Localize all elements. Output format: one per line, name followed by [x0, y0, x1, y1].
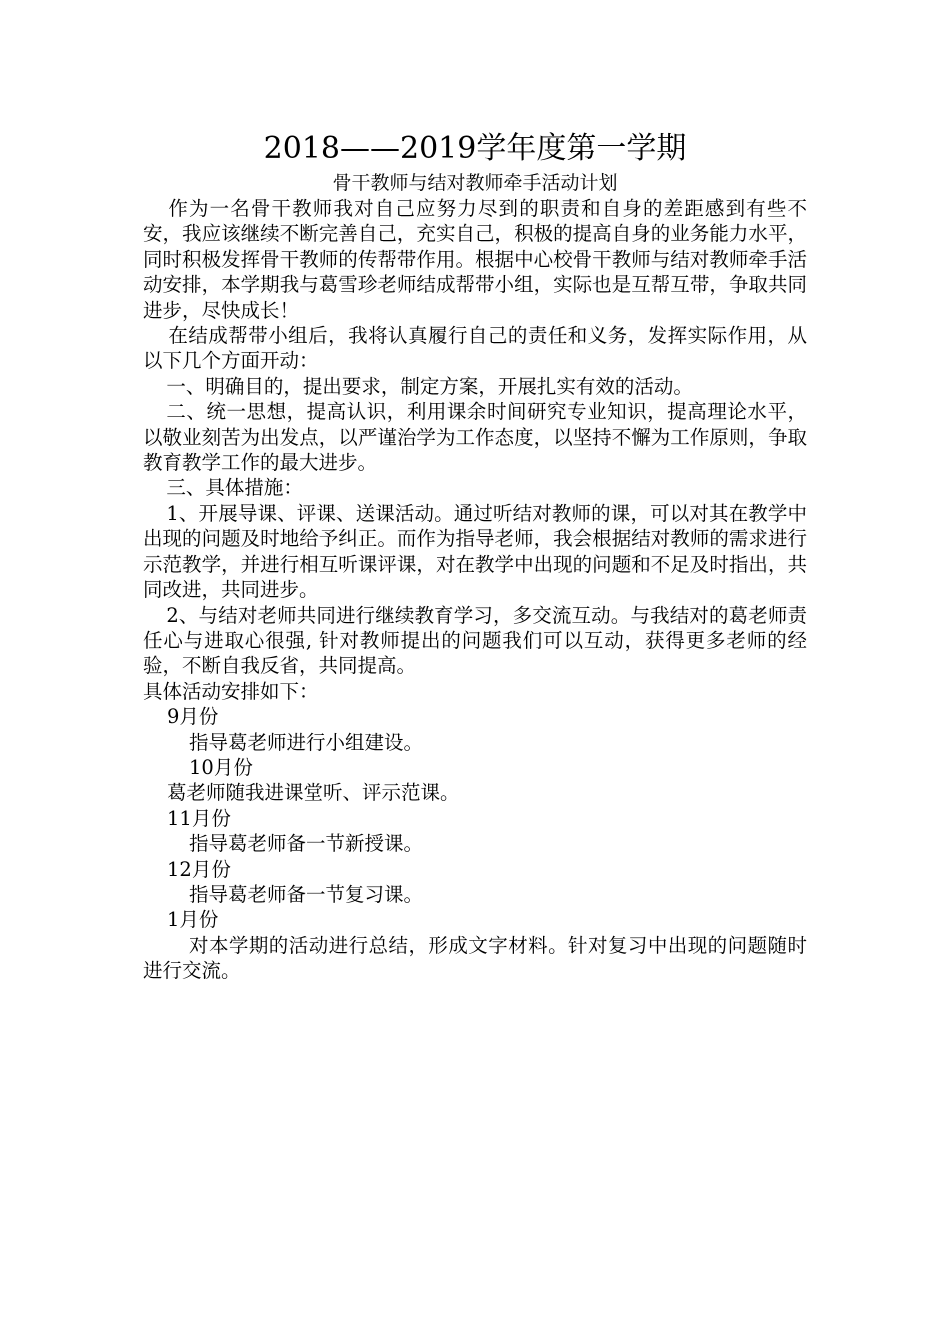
- schedule-detail: 葛老师随我进课堂听、评示范课。: [167, 781, 460, 805]
- paragraph-commitment: 在结成帮带小组后，我将认真履行自己的责任和义务，发挥实际作用，从以下几个方面开动：: [143, 324, 807, 373]
- schedule-detail: 指导葛老师备一节新授课。: [189, 832, 424, 856]
- document-page: [143, 128, 807, 984]
- paragraph-intro: 作为一名骨干教师我对自己应努力尽到的职责和自身的差距感到有些不安，我应该继续不断完善自己，充实自己，积极的提高自身的业务能力水平，同时积极发挥骨干教师的传帮带作用。根据中心校骨干教师与结对教师牵手活动安排，本学期我与葛雪珍老师结成帮带小组，实际也是互帮互带，争取共同进步，尽快成长！: [143, 197, 807, 322]
- schedule-detail: 对本学期的活动进行总结，形成文字材料。针对复习中出现的问题随时进行交流。: [143, 933, 807, 983]
- schedule-month: 11月份: [167, 806, 231, 830]
- document-title: 2018——2019学年度第一学期: [263, 131, 687, 166]
- schedule-month: 1月份: [167, 908, 219, 932]
- paragraph-measure-two: 2、与结对老师共同进行继续教育学习，多交流互动。与我结对的葛老师责任心与进取心很强, 针对教师提出的问题我们可以互动，获得更多老师的经验，不断自我反省，共同提高。: [143, 603, 807, 678]
- schedule-intro: 具体活动安排如下：: [143, 679, 319, 703]
- paragraph-point-three: 三、具体措施：: [166, 476, 303, 500]
- paragraph-point-two: 二、统一思想，提高认识，利用课余时间研究专业知识，提高理论水平，以敬业刻苦为出发点，以严谨治学为工作态度，以坚持不懈为工作原则，争取教育教学工作的最大进步。: [143, 400, 807, 475]
- document-subtitle: 骨干教师与结对教师牵手活动计划: [332, 172, 618, 194]
- schedule-month: 10月份: [189, 755, 253, 779]
- schedule-month: 9月份: [167, 705, 219, 729]
- schedule-detail: 指导葛老师进行小组建设。: [189, 730, 424, 754]
- paragraph-point-one: 一、明确目的，提出要求，制定方案，开展扎实有效的活动。: [166, 374, 693, 398]
- paragraph-measure-one: 1、开展导课、评课、送课活动。通过听结对教师的课，可以对其在教学中出现的问题及时地给予纠正。而作为指导老师，我会根据结对教师的需求进行示范教学，并进行相互听课评课，对在教学中出现的问题和不足及时指出，共同改进，共同进步。: [143, 501, 807, 602]
- schedule-detail: 指导葛老师备一节复习课。: [189, 882, 424, 906]
- schedule-month: 12月份: [167, 857, 231, 881]
